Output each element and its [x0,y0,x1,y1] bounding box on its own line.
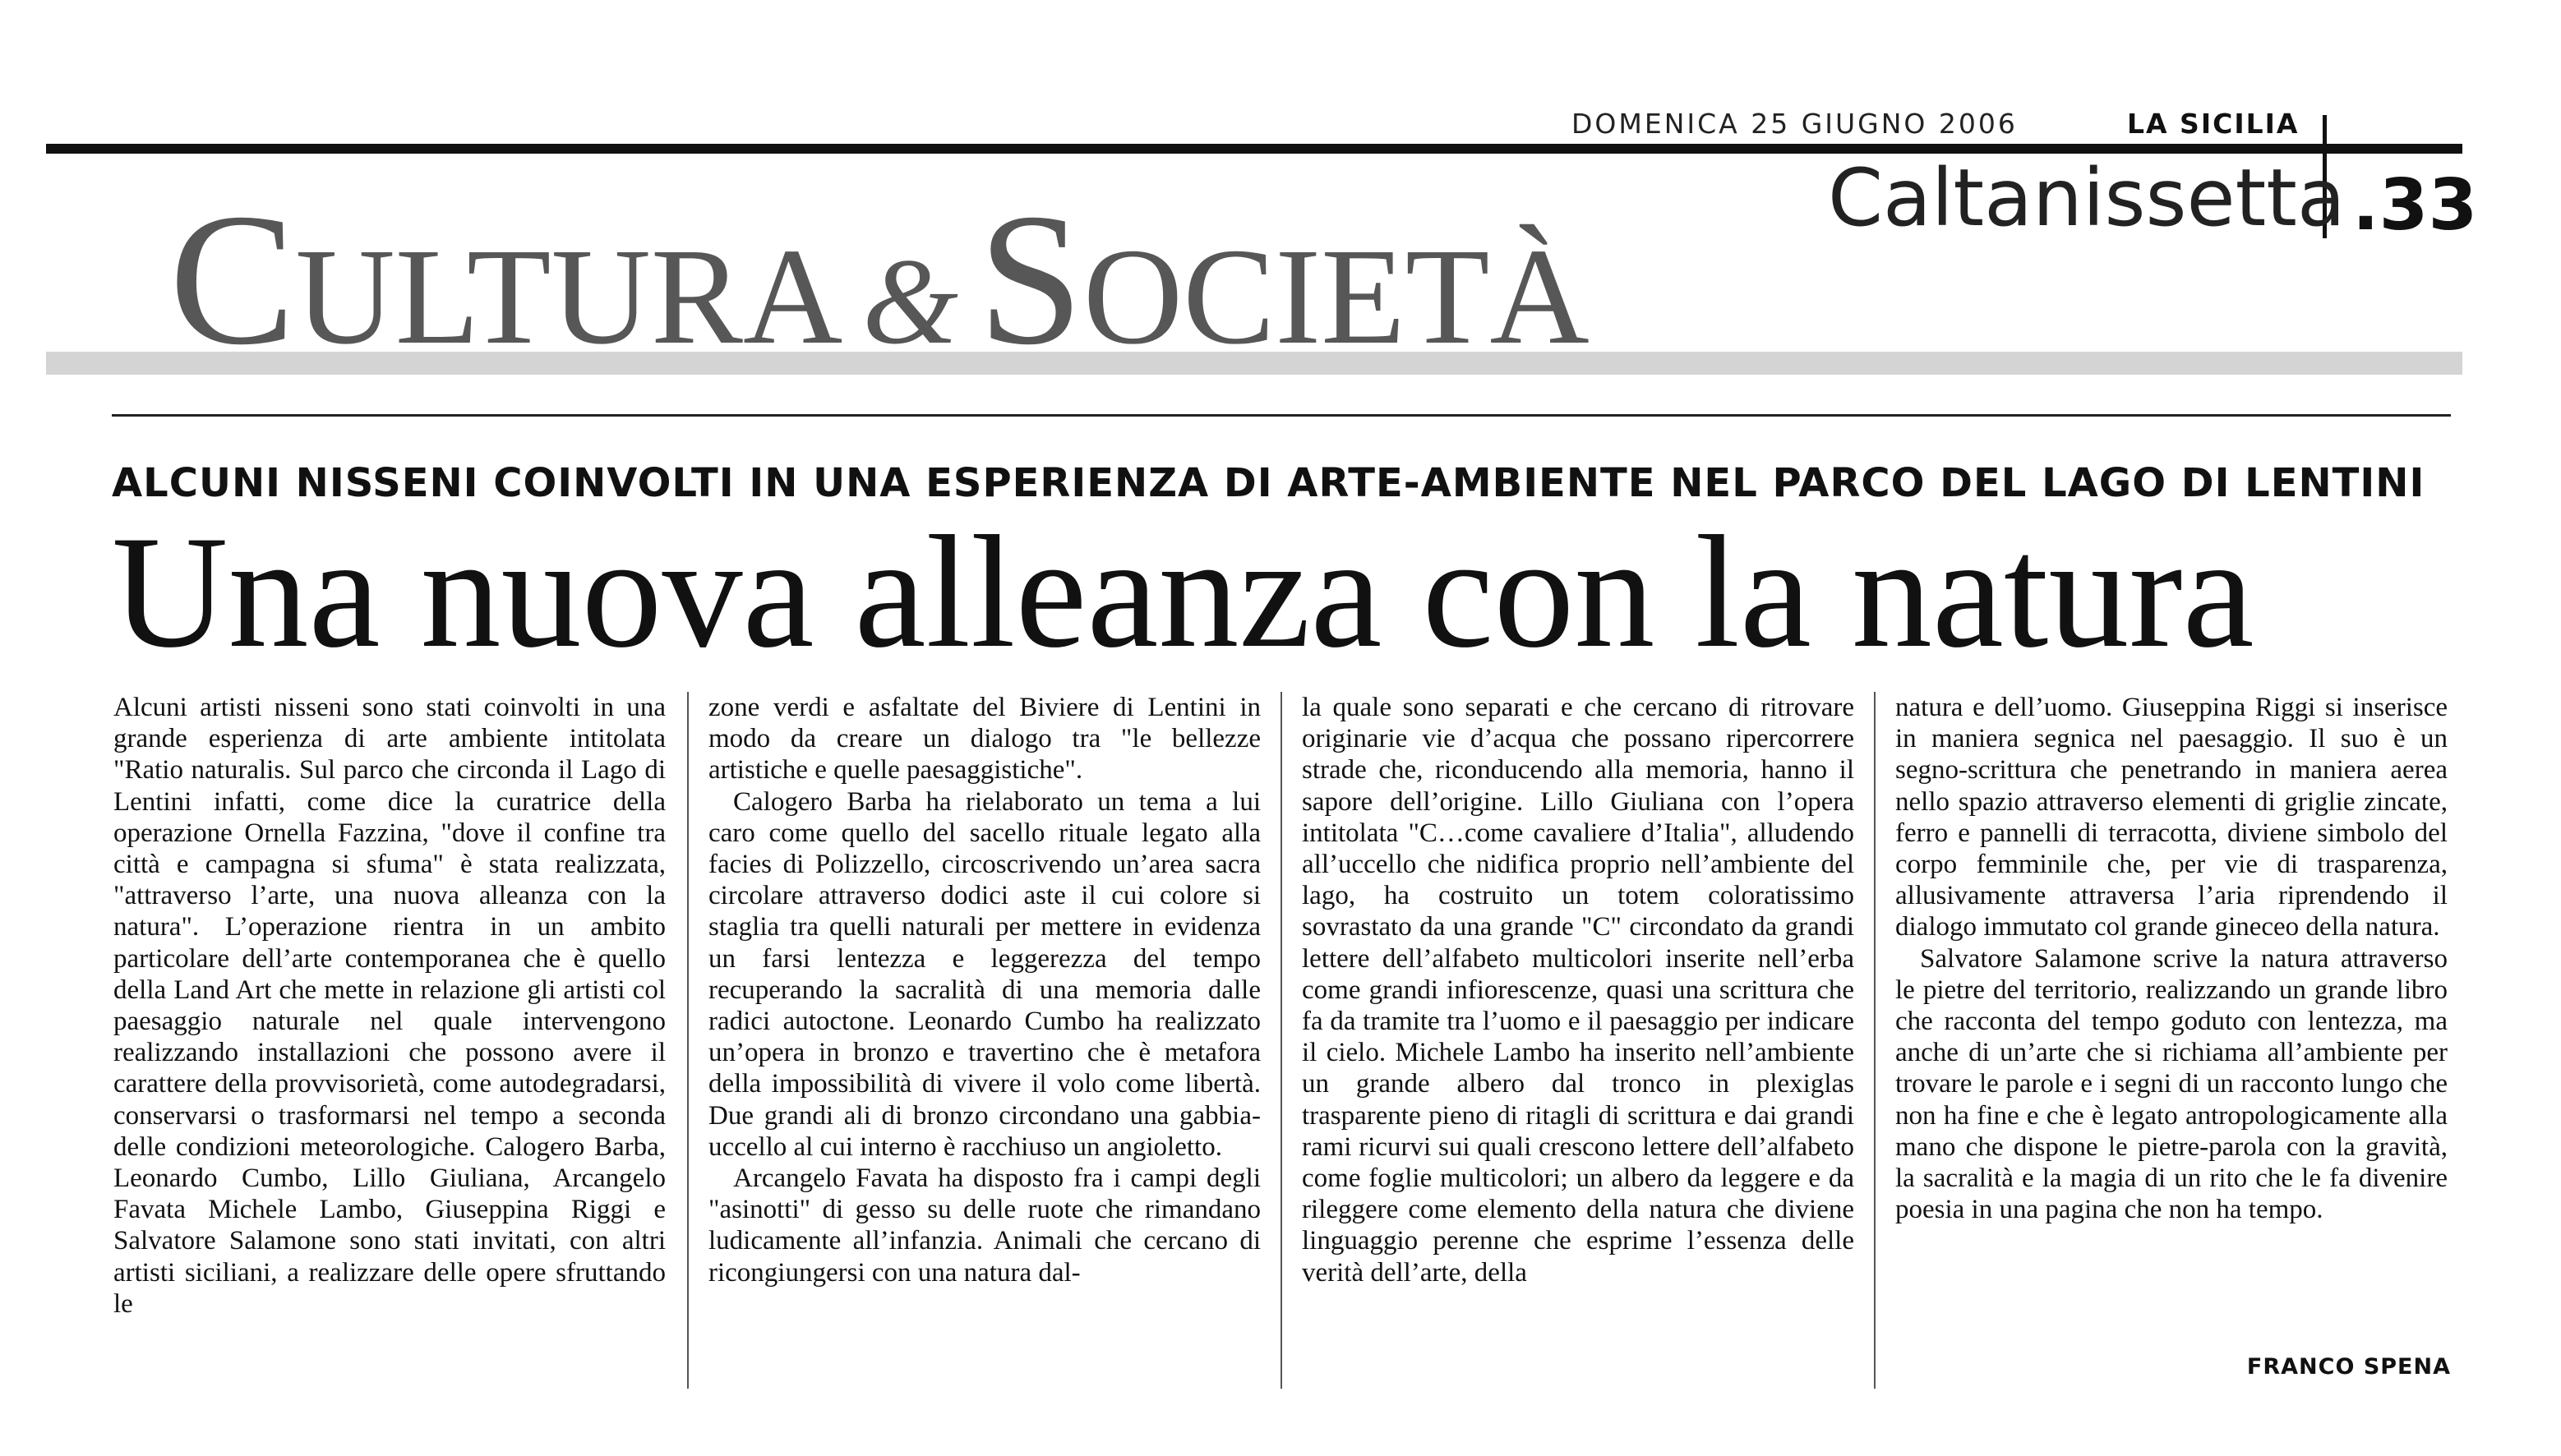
section-title-initial: S [977,174,1083,384]
article-paragraph: Calogero Barba ha rielaborato un tema a lui caro come quello del sacello rituale legato alla facies di Polizzello, circoscrivendo un’area sacra circolare attraverso dodici aste il cui colore si staglia tra quelli naturali per mettere in evidenza un farsi lentezza e leggerezza del tempo recuperando la sacralità di una memoria dalle radici autoctone. Leonardo Cumbo ha realizzato un’opera in bronzo e travertino che è metafora della impossibilità di vivere il volo come libertà. Due grandi ali di bronzo circondano una gabbia-uccello al cui interno è racchiuso un angioletto. [708,786,1261,1162]
article-paragraph: Salvatore Salamone scrive la natura attraverso le pietre del territorio, realizzando un grande libro che racconta del tempo goduto con lentezza, ma anche di un’arte che si richiama all’ambiente per trovare le parole e i segni di un racconto lungo che non ha fine e che è legato antropologicamente alla mano che dispone le pietre-parola con la gravità, la sacralità e la magia di un rito che le fa divenire poesia in una pagina che non ha tempo. [1895,943,2448,1225]
section-title-initial: C [169,174,296,384]
article-kicker: ALCUNI NISSENI COINVOLTI IN UNA ESPERIENZA DI ARTE-AMBIENTE NEL PARCO DEL LAGO DI LENTINI [112,460,2425,506]
article-headline: Una nuova alleanza con la natura [112,503,2254,681]
header-rule [112,414,2451,417]
page-number: .33 [2352,164,2478,247]
article-column-4 [1895,692,2448,1389]
city-section-label: Caltanissetta [1828,152,2346,244]
column-divider [1280,692,1282,1389]
section-title-ampersand: & [862,233,958,370]
article-column-2 [708,692,1261,1389]
column-divider [1874,692,1876,1389]
article-paragraph: Alcuni artisti nisseni sono stati coinvolti in una grande esperienza di arte ambiente intitolata "Ratio naturalis. Sul parco che circonda il Lago di Lentini infatti, come dice la curatrice della operazione Ornella Fazzina, "dove il confine tra città e campagna si sfuma" è stata realizzata, "attraverso l’arte, una nuova alleanza con la natura". L’operazione rientra in un ambito particolare dell’arte contemporanea che è quello della Land Art che mette in relazione gli artisti col paesaggio naturale nel quale intervengono realizzando installazioni che possono avere il carattere della provvisorietà, come autodegradarsi, conservarsi o trasformarsi nel tempo a seconda delle condizioni meteorologiche. Calogero Barba, Leonardo Cumbo, Lillo Giuliana, Arcangelo Favata Michele Lambo, Giuseppina Riggi e Salvatore Salamone sono stati invitati, con altri artisti siciliani, a realizzare delle opere sfruttando le [113,693,666,1319]
article-paragraph: natura e dell’uomo. Giuseppina Riggi si inserisce in maniera segnica nel paesaggio. Il suo è un segno-scrittura che penetrando in maniera aerea nello spazio attraverso elementi di griglie zincate, ferro e pannelli di terracotta, diviene simbolo del corpo femminile che, per vie di trasparenza, allusivamente attraversa l’aria riprendendo il dialogo immutato col grande gineceo della natura. [1895,693,2448,942]
article-column-1 [113,692,666,1389]
newspaper-name: LA SICILIA [2127,108,2300,140]
section-title [169,174,1590,384]
article-paragraph: Arcangelo Favata ha disposto fra i campi degli "asinotti" di gesso su delle ruote che rimandano ludicamente all’infanzia. Animali che cercano di ricongiungersi con una natura dal- [708,1163,1261,1288]
article-paragraph: zone verdi e asfaltate del Biviere di Lentini in modo da creare un dialogo tra "le bellezze artistiche e quelle paesaggistiche". [708,693,1261,786]
issue-date: DOMENICA 25 GIUGNO 2006 [1571,108,2018,140]
section-title-rest: OCIETÀ [1082,220,1590,373]
article-paragraph: la quale sono separati e che cercano di ritrovare originarie vie d’acqua che possano ripercorrere strade che, riconducendo alla memoria, hanno il sapore dell’origine. Lillo Giuliana con l’opera intitolata "C…come cavaliere d’Italia", alludendo all’uccello che nidifica proprio nell’ambiente del lago, ha costruito un totem coloratissimo sovrastato da una grande "C" circondato da grandi lettere dell’alfabeto multicolori inserite nell’erba come grandi infiorescenze, quasi una scrittura che fa da tramite tra l’uomo e il paesaggio per indicare il cielo. Michele Lambo ha inserito nell’ambiente un grande albero dal tronco in plexiglas trasparente pieno di ritagli di scrittura e dai grandi rami ricurvi sui quali crescono lettere dell’alfabeto come foglie multicolori; un albero da leggere e da rileggere come elemento della natura che diviene linguaggio perenne che esprime l’essenza delle verità dell’arte, della [1302,693,1854,1288]
section-title-rest: ULTURA [295,220,843,373]
column-divider [687,692,689,1389]
article-byline: FRANCO SPENA [2246,1354,2451,1380]
article-column-3 [1302,692,1854,1389]
